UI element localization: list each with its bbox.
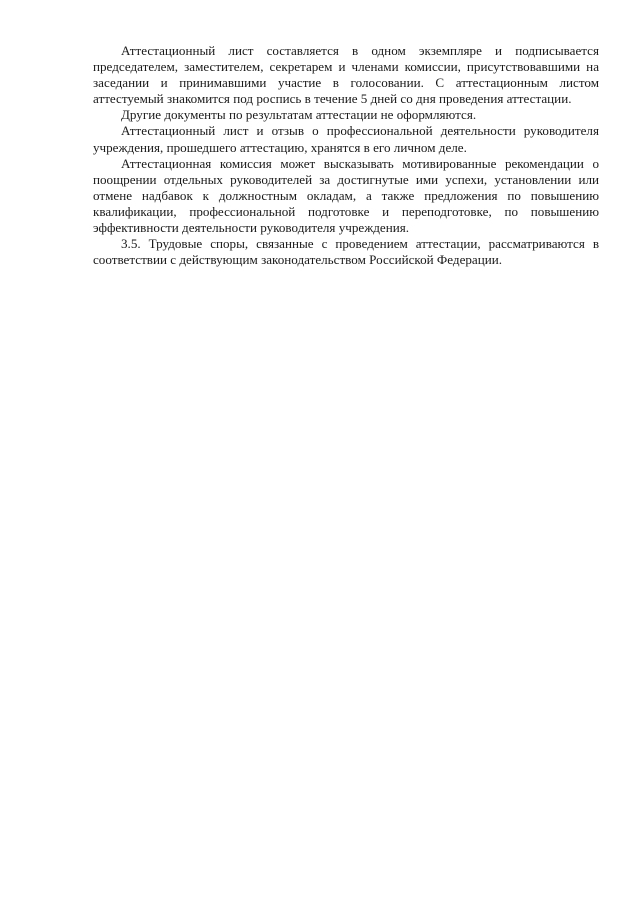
paragraph-other-documents: Другие документы по результатам аттестации не оформляются. [121,107,477,123]
paragraph-recommendations: Аттестационная комиссия может высказывать мотивированные рекомендации о поощрении отдельных руководителей за достигнутые ими успехи, установлении или отмене надбавок к должностным окладам, а также предложения по повышению квалификации, профессиональной подготовке и переподготовке, по повышению эффективности деятельности руководителя учреждения. [93,155,599,236]
paragraph-attestation-sheet: Аттестационный лист составляется в одном экземпляре и подписывается председателем, заместителем, секретарем и членами комиссии, присутствовавшими на заседании и принимавшими участие в голосовании. С аттестационным листом аттестуемый знакомится под роспись в течение 5 дней со дня проведения аттестации. [93,43,599,107]
document-page [93,43,599,268]
paragraph-labor-disputes: 3.5. Трудовые споры, связанные с проведением аттестации, рассматриваются в соответствии с действующим законодательством Российской Федерации. [93,236,599,268]
paragraph-storage: Аттестационный лист и отзыв о профессиональной деятельности руководителя учреждения, прошедшего аттестацию, хранятся в его личном деле. [93,123,599,155]
